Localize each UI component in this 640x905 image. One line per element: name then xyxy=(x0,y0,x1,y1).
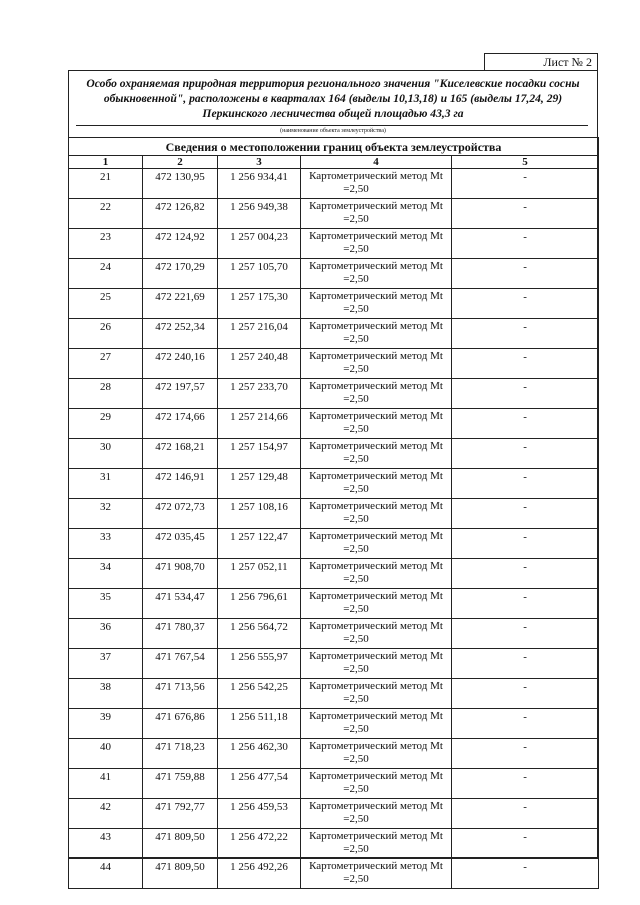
y-coordinate-cell: 1 256 472,22 xyxy=(218,829,301,859)
method-cell xyxy=(301,589,452,619)
accuracy-text: =2,50 xyxy=(343,423,369,435)
point-number-cell: 21 xyxy=(69,169,143,199)
table-row xyxy=(69,259,599,289)
note-cell: - xyxy=(452,439,599,469)
method-cell xyxy=(301,379,452,409)
method-cell xyxy=(301,739,452,769)
x-coordinate-cell: 471 534,47 xyxy=(143,589,218,619)
accuracy-text: =2,50 xyxy=(343,213,369,225)
accuracy-text: =2,50 xyxy=(343,723,369,735)
accuracy-text: =2,50 xyxy=(343,843,369,855)
point-number-cell: 24 xyxy=(69,259,143,289)
x-coordinate-cell: 471 676,86 xyxy=(143,709,218,739)
table-row xyxy=(69,649,599,679)
note-cell: - xyxy=(452,769,599,799)
y-coordinate-cell: 1 257 175,30 xyxy=(218,289,301,319)
x-coordinate-cell: 472 126,82 xyxy=(143,199,218,229)
accuracy-text: =2,50 xyxy=(343,543,369,555)
table-heading: Сведения о местоположении границ объекта землеустройства xyxy=(69,138,599,156)
y-coordinate-cell: 1 257 240,48 xyxy=(218,349,301,379)
note-cell: - xyxy=(452,619,599,649)
table-body xyxy=(69,169,599,889)
point-number-cell: 29 xyxy=(69,409,143,439)
point-number-cell: 31 xyxy=(69,469,143,499)
point-number-cell: 23 xyxy=(69,229,143,259)
table-row xyxy=(69,859,599,889)
note-cell: - xyxy=(452,169,599,199)
point-number-cell: 30 xyxy=(69,439,143,469)
method-text: Картометрический метод Mt xyxy=(309,560,443,572)
table-row xyxy=(69,529,599,559)
note-cell: - xyxy=(452,349,599,379)
y-coordinate-cell: 1 256 796,61 xyxy=(218,589,301,619)
method-cell xyxy=(301,229,452,259)
method-text: Картометрический метод Mt xyxy=(309,620,443,632)
y-coordinate-cell: 1 256 555,97 xyxy=(218,649,301,679)
table-row xyxy=(69,469,599,499)
x-coordinate-cell: 472 174,66 xyxy=(143,409,218,439)
accuracy-text: =2,50 xyxy=(343,753,369,765)
title-line-1: Особо охраняемая природная территория регионального значения "Киселевские посадки сосны xyxy=(86,77,580,90)
x-coordinate-cell: 471 792,77 xyxy=(143,799,218,829)
x-coordinate-cell: 471 908,70 xyxy=(143,559,218,589)
y-coordinate-cell: 1 256 949,38 xyxy=(218,199,301,229)
method-text: Картометрический метод Mt xyxy=(309,470,443,482)
table-row xyxy=(69,199,599,229)
x-coordinate-cell: 471 759,88 xyxy=(143,769,218,799)
x-coordinate-cell: 471 767,54 xyxy=(143,649,218,679)
note-cell: - xyxy=(452,409,599,439)
accuracy-text: =2,50 xyxy=(343,363,369,375)
accuracy-text: =2,50 xyxy=(343,813,369,825)
y-coordinate-cell: 1 256 492,26 xyxy=(218,859,301,889)
method-text: Картометрический метод Mt xyxy=(309,290,443,302)
accuracy-text: =2,50 xyxy=(343,393,369,405)
y-coordinate-cell: 1 256 934,41 xyxy=(218,169,301,199)
method-cell xyxy=(301,679,452,709)
note-cell: - xyxy=(452,679,599,709)
point-number-cell: 38 xyxy=(69,679,143,709)
method-cell xyxy=(301,199,452,229)
y-coordinate-cell: 1 257 216,04 xyxy=(218,319,301,349)
method-cell xyxy=(301,259,452,289)
column-number-5: 5 xyxy=(452,156,599,169)
y-coordinate-cell: 1 257 233,70 xyxy=(218,379,301,409)
table-row xyxy=(69,439,599,469)
method-text: Картометрический метод Mt xyxy=(309,800,443,812)
point-number-cell: 22 xyxy=(69,199,143,229)
y-coordinate-cell: 1 257 154,97 xyxy=(218,439,301,469)
point-number-cell: 43 xyxy=(69,829,143,859)
method-text: Картометрический метод Mt xyxy=(309,830,443,842)
accuracy-text: =2,50 xyxy=(343,873,369,885)
accuracy-text: =2,50 xyxy=(343,483,369,495)
x-coordinate-cell: 472 072,73 xyxy=(143,499,218,529)
method-text: Картометрический метод Mt xyxy=(309,500,443,512)
x-coordinate-cell: 472 221,69 xyxy=(143,289,218,319)
table-row xyxy=(69,409,599,439)
sheet-number: Лист № 2 xyxy=(484,53,598,71)
y-coordinate-cell: 1 257 108,16 xyxy=(218,499,301,529)
column-number-2: 2 xyxy=(143,156,218,169)
method-text: Картометрический метод Mt xyxy=(309,710,443,722)
title-caption: (наименование объекта землеустройства) xyxy=(280,128,386,134)
method-text: Картометрический метод Mt xyxy=(309,590,443,602)
accuracy-text: =2,50 xyxy=(343,693,369,705)
note-cell: - xyxy=(452,799,599,829)
title-line-2: обыкновенной", расположены в кварталах 164 (выделы 10,13,18) и 165 (выделы 17,24, 29) xyxy=(103,92,563,105)
boundary-coordinates-table xyxy=(68,137,599,889)
x-coordinate-cell: 472 130,95 xyxy=(143,169,218,199)
y-coordinate-cell: 1 257 129,48 xyxy=(218,469,301,499)
note-cell: - xyxy=(452,649,599,679)
table-row xyxy=(69,589,599,619)
x-coordinate-cell: 472 240,16 xyxy=(143,349,218,379)
note-cell: - xyxy=(452,589,599,619)
method-text: Картометрический метод Mt xyxy=(309,170,443,182)
table-row xyxy=(69,319,599,349)
method-text: Картометрический метод Mt xyxy=(309,440,443,452)
method-text: Картометрический метод Mt xyxy=(309,200,443,212)
point-number-cell: 26 xyxy=(69,319,143,349)
table-row xyxy=(69,829,599,859)
method-text: Картометрический метод Mt xyxy=(309,350,443,362)
note-cell: - xyxy=(452,289,599,319)
accuracy-text: =2,50 xyxy=(343,333,369,345)
point-number-cell: 32 xyxy=(69,499,143,529)
point-number-cell: 39 xyxy=(69,709,143,739)
title-underline xyxy=(76,125,588,126)
y-coordinate-cell: 1 256 477,54 xyxy=(218,769,301,799)
method-cell xyxy=(301,709,452,739)
table-row xyxy=(69,799,599,829)
method-cell xyxy=(301,169,452,199)
accuracy-text: =2,50 xyxy=(343,513,369,525)
accuracy-text: =2,50 xyxy=(343,633,369,645)
accuracy-text: =2,50 xyxy=(343,603,369,615)
x-coordinate-cell: 472 197,57 xyxy=(143,379,218,409)
column-number-3: 3 xyxy=(218,156,301,169)
y-coordinate-cell: 1 257 122,47 xyxy=(218,529,301,559)
note-cell: - xyxy=(452,259,599,289)
accuracy-text: =2,50 xyxy=(343,453,369,465)
x-coordinate-cell: 471 809,50 xyxy=(143,829,218,859)
y-coordinate-cell: 1 256 511,18 xyxy=(218,709,301,739)
point-number-cell: 27 xyxy=(69,349,143,379)
method-text: Картометрический метод Mt xyxy=(309,770,443,782)
y-coordinate-cell: 1 256 564,72 xyxy=(218,619,301,649)
accuracy-text: =2,50 xyxy=(343,783,369,795)
column-number-4: 4 xyxy=(301,156,452,169)
x-coordinate-cell: 472 170,29 xyxy=(143,259,218,289)
method-cell xyxy=(301,319,452,349)
x-coordinate-cell: 471 713,56 xyxy=(143,679,218,709)
method-cell xyxy=(301,499,452,529)
method-cell xyxy=(301,409,452,439)
method-cell xyxy=(301,799,452,829)
table-row xyxy=(69,619,599,649)
note-cell: - xyxy=(452,199,599,229)
method-cell xyxy=(301,469,452,499)
x-coordinate-cell: 472 146,91 xyxy=(143,469,218,499)
method-cell xyxy=(301,529,452,559)
point-number-cell: 33 xyxy=(69,529,143,559)
table-row xyxy=(69,379,599,409)
note-cell: - xyxy=(452,229,599,259)
method-cell xyxy=(301,289,452,319)
note-cell: - xyxy=(452,559,599,589)
method-cell xyxy=(301,649,452,679)
y-coordinate-cell: 1 256 542,25 xyxy=(218,679,301,709)
point-number-cell: 35 xyxy=(69,589,143,619)
method-cell xyxy=(301,859,452,889)
table-row xyxy=(69,769,599,799)
method-cell xyxy=(301,559,452,589)
method-text: Картометрический метод Mt xyxy=(309,860,443,872)
note-cell: - xyxy=(452,319,599,349)
accuracy-text: =2,50 xyxy=(343,573,369,585)
method-text: Картометрический метод Mt xyxy=(309,260,443,272)
boundary-table-wrapper xyxy=(68,137,598,889)
method-cell xyxy=(301,829,452,859)
x-coordinate-cell: 471 780,37 xyxy=(143,619,218,649)
y-coordinate-cell: 1 257 105,70 xyxy=(218,259,301,289)
document-title xyxy=(68,76,598,121)
table-row xyxy=(69,349,599,379)
column-number-1: 1 xyxy=(69,156,143,169)
x-coordinate-cell: 472 124,92 xyxy=(143,229,218,259)
y-coordinate-cell: 1 257 214,66 xyxy=(218,409,301,439)
y-coordinate-cell: 1 257 004,23 xyxy=(218,229,301,259)
table-row xyxy=(69,739,599,769)
method-text: Картометрический метод Mt xyxy=(309,320,443,332)
method-cell xyxy=(301,439,452,469)
method-text: Картометрический метод Mt xyxy=(309,740,443,752)
table-row xyxy=(69,679,599,709)
method-text: Картометрический метод Mt xyxy=(309,410,443,422)
method-text: Картометрический метод Mt xyxy=(309,230,443,242)
accuracy-text: =2,50 xyxy=(343,243,369,255)
method-cell xyxy=(301,619,452,649)
x-coordinate-cell: 471 718,23 xyxy=(143,739,218,769)
note-cell: - xyxy=(452,469,599,499)
table-row xyxy=(69,169,599,199)
accuracy-text: =2,50 xyxy=(343,273,369,285)
table-row xyxy=(69,229,599,259)
x-coordinate-cell: 471 809,50 xyxy=(143,859,218,889)
x-coordinate-cell: 472 035,45 xyxy=(143,529,218,559)
accuracy-text: =2,50 xyxy=(343,663,369,675)
method-text: Картометрический метод Mt xyxy=(309,530,443,542)
point-number-cell: 41 xyxy=(69,769,143,799)
method-cell xyxy=(301,349,452,379)
point-number-cell: 34 xyxy=(69,559,143,589)
table-row xyxy=(69,289,599,319)
note-cell: - xyxy=(452,499,599,529)
point-number-cell: 44 xyxy=(69,859,143,889)
point-number-cell: 42 xyxy=(69,799,143,829)
point-number-cell: 40 xyxy=(69,739,143,769)
table-row xyxy=(69,559,599,589)
note-cell: - xyxy=(452,739,599,769)
accuracy-text: =2,50 xyxy=(343,183,369,195)
point-number-cell: 28 xyxy=(69,379,143,409)
y-coordinate-cell: 1 256 459,53 xyxy=(218,799,301,829)
x-coordinate-cell: 472 252,34 xyxy=(143,319,218,349)
note-cell: - xyxy=(452,379,599,409)
note-cell: - xyxy=(452,529,599,559)
x-coordinate-cell: 472 168,21 xyxy=(143,439,218,469)
note-cell: - xyxy=(452,709,599,739)
note-cell: - xyxy=(452,859,599,889)
table-row xyxy=(69,709,599,739)
table-row xyxy=(69,499,599,529)
method-text: Картометрический метод Mt xyxy=(309,680,443,692)
note-cell: - xyxy=(452,829,599,859)
y-coordinate-cell: 1 256 462,30 xyxy=(218,739,301,769)
title-line-3: Перкинского лесничества общей площадью 43,3 га xyxy=(202,107,464,120)
point-number-cell: 25 xyxy=(69,289,143,319)
method-text: Картометрический метод Mt xyxy=(309,380,443,392)
point-number-cell: 36 xyxy=(69,619,143,649)
method-cell xyxy=(301,769,452,799)
accuracy-text: =2,50 xyxy=(343,303,369,315)
point-number-cell: 37 xyxy=(69,649,143,679)
y-coordinate-cell: 1 257 052,11 xyxy=(218,559,301,589)
method-text: Картометрический метод Mt xyxy=(309,650,443,662)
